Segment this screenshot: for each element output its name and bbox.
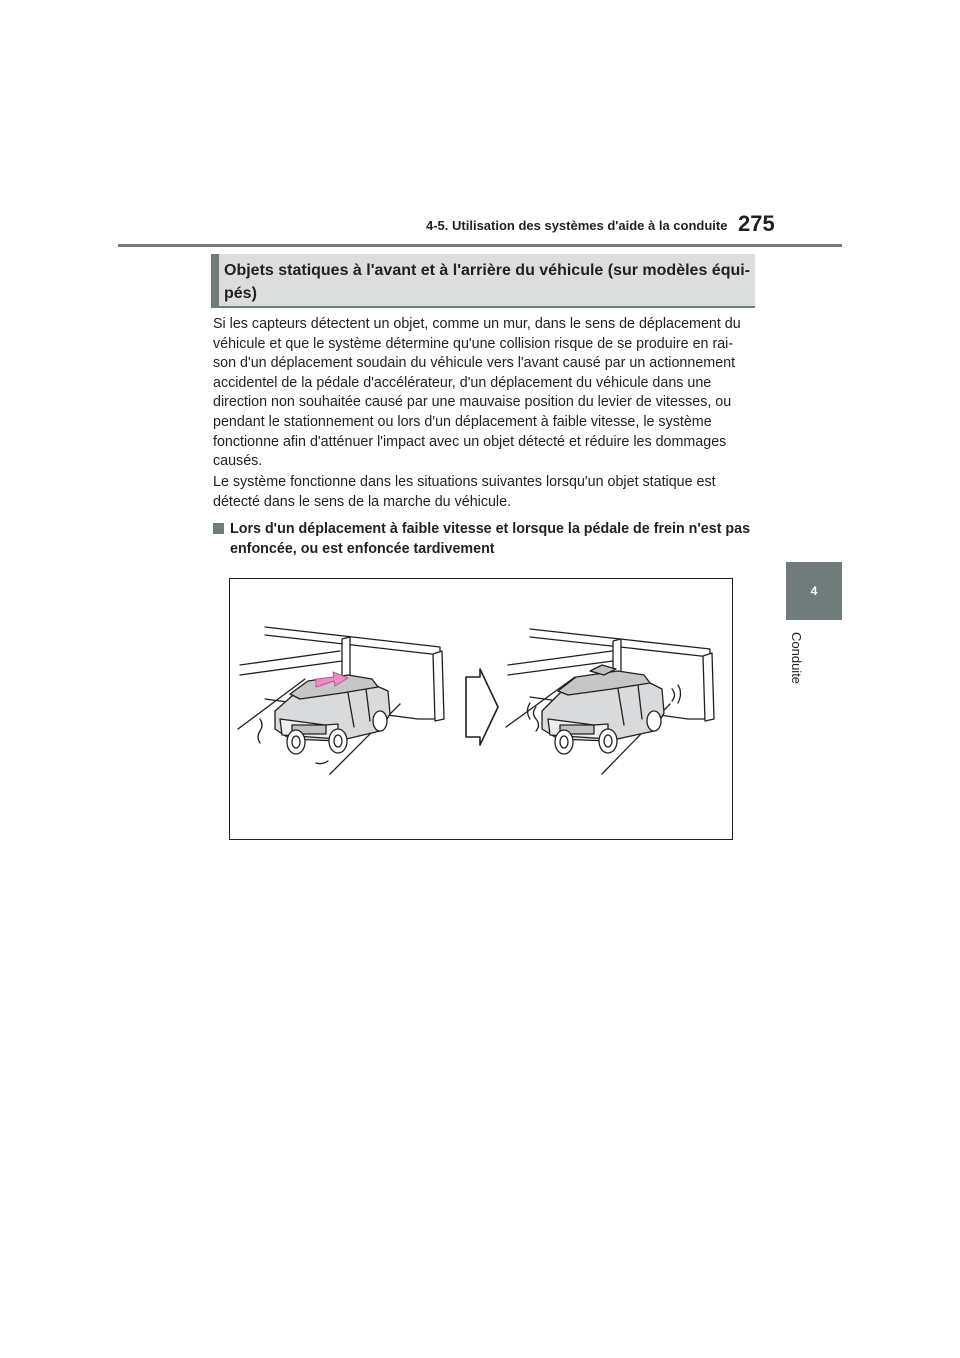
page-number: 275 <box>738 211 775 236</box>
subheading <box>213 519 753 559</box>
header-rule <box>118 244 842 247</box>
header-section-title: 4-5. Utilisation des systèmes d'aide à la conduite <box>426 218 728 233</box>
paragraph-1: Si les capteurs détectent un objet, comme un mur, dans le sens de déplacement du véhicule et que le système détermine qu'une collision risque de se produire en rai-son d'un déplacement soudain du véhicule vers l'avant causé par un actionnement accidentel de la pédale d'accélérateur, d'un déplacement du véhicule dans une direction non souhaitée causé par une mauvaise position du levier de vitesses, ou pendant le stationnement ou lors d'un déplacement à faible vitesse, le système fonctionne afin d'atténuer l'impact avec un objet détecté et réduire les dommages causés. <box>213 316 741 470</box>
paragraph-2: Le système fonctionne dans les situations suivantes lorsqu'un objet statique est détecté dans le sens de la marche du véhicule. <box>213 474 716 510</box>
chapter-tab <box>786 562 842 620</box>
subheading-text: Lors d'un déplacement à faible vitesse et lorsque la pédale de frein n'est pas enfoncée, ou est enfoncée tardivement <box>230 521 751 557</box>
transition-arrow-icon <box>466 669 498 745</box>
section-heading-bar <box>211 254 219 306</box>
section-title: Objets statiques à l'avant et à l'arrière du véhicule (sur modèles équi-pés) <box>224 262 751 302</box>
illustration <box>230 579 732 839</box>
square-bullet-icon <box>213 523 224 534</box>
chapter-number: 4 <box>810 584 818 598</box>
illustration-frame <box>229 578 733 840</box>
section-heading-box <box>211 254 755 308</box>
chapter-label: Conduite <box>789 632 804 685</box>
